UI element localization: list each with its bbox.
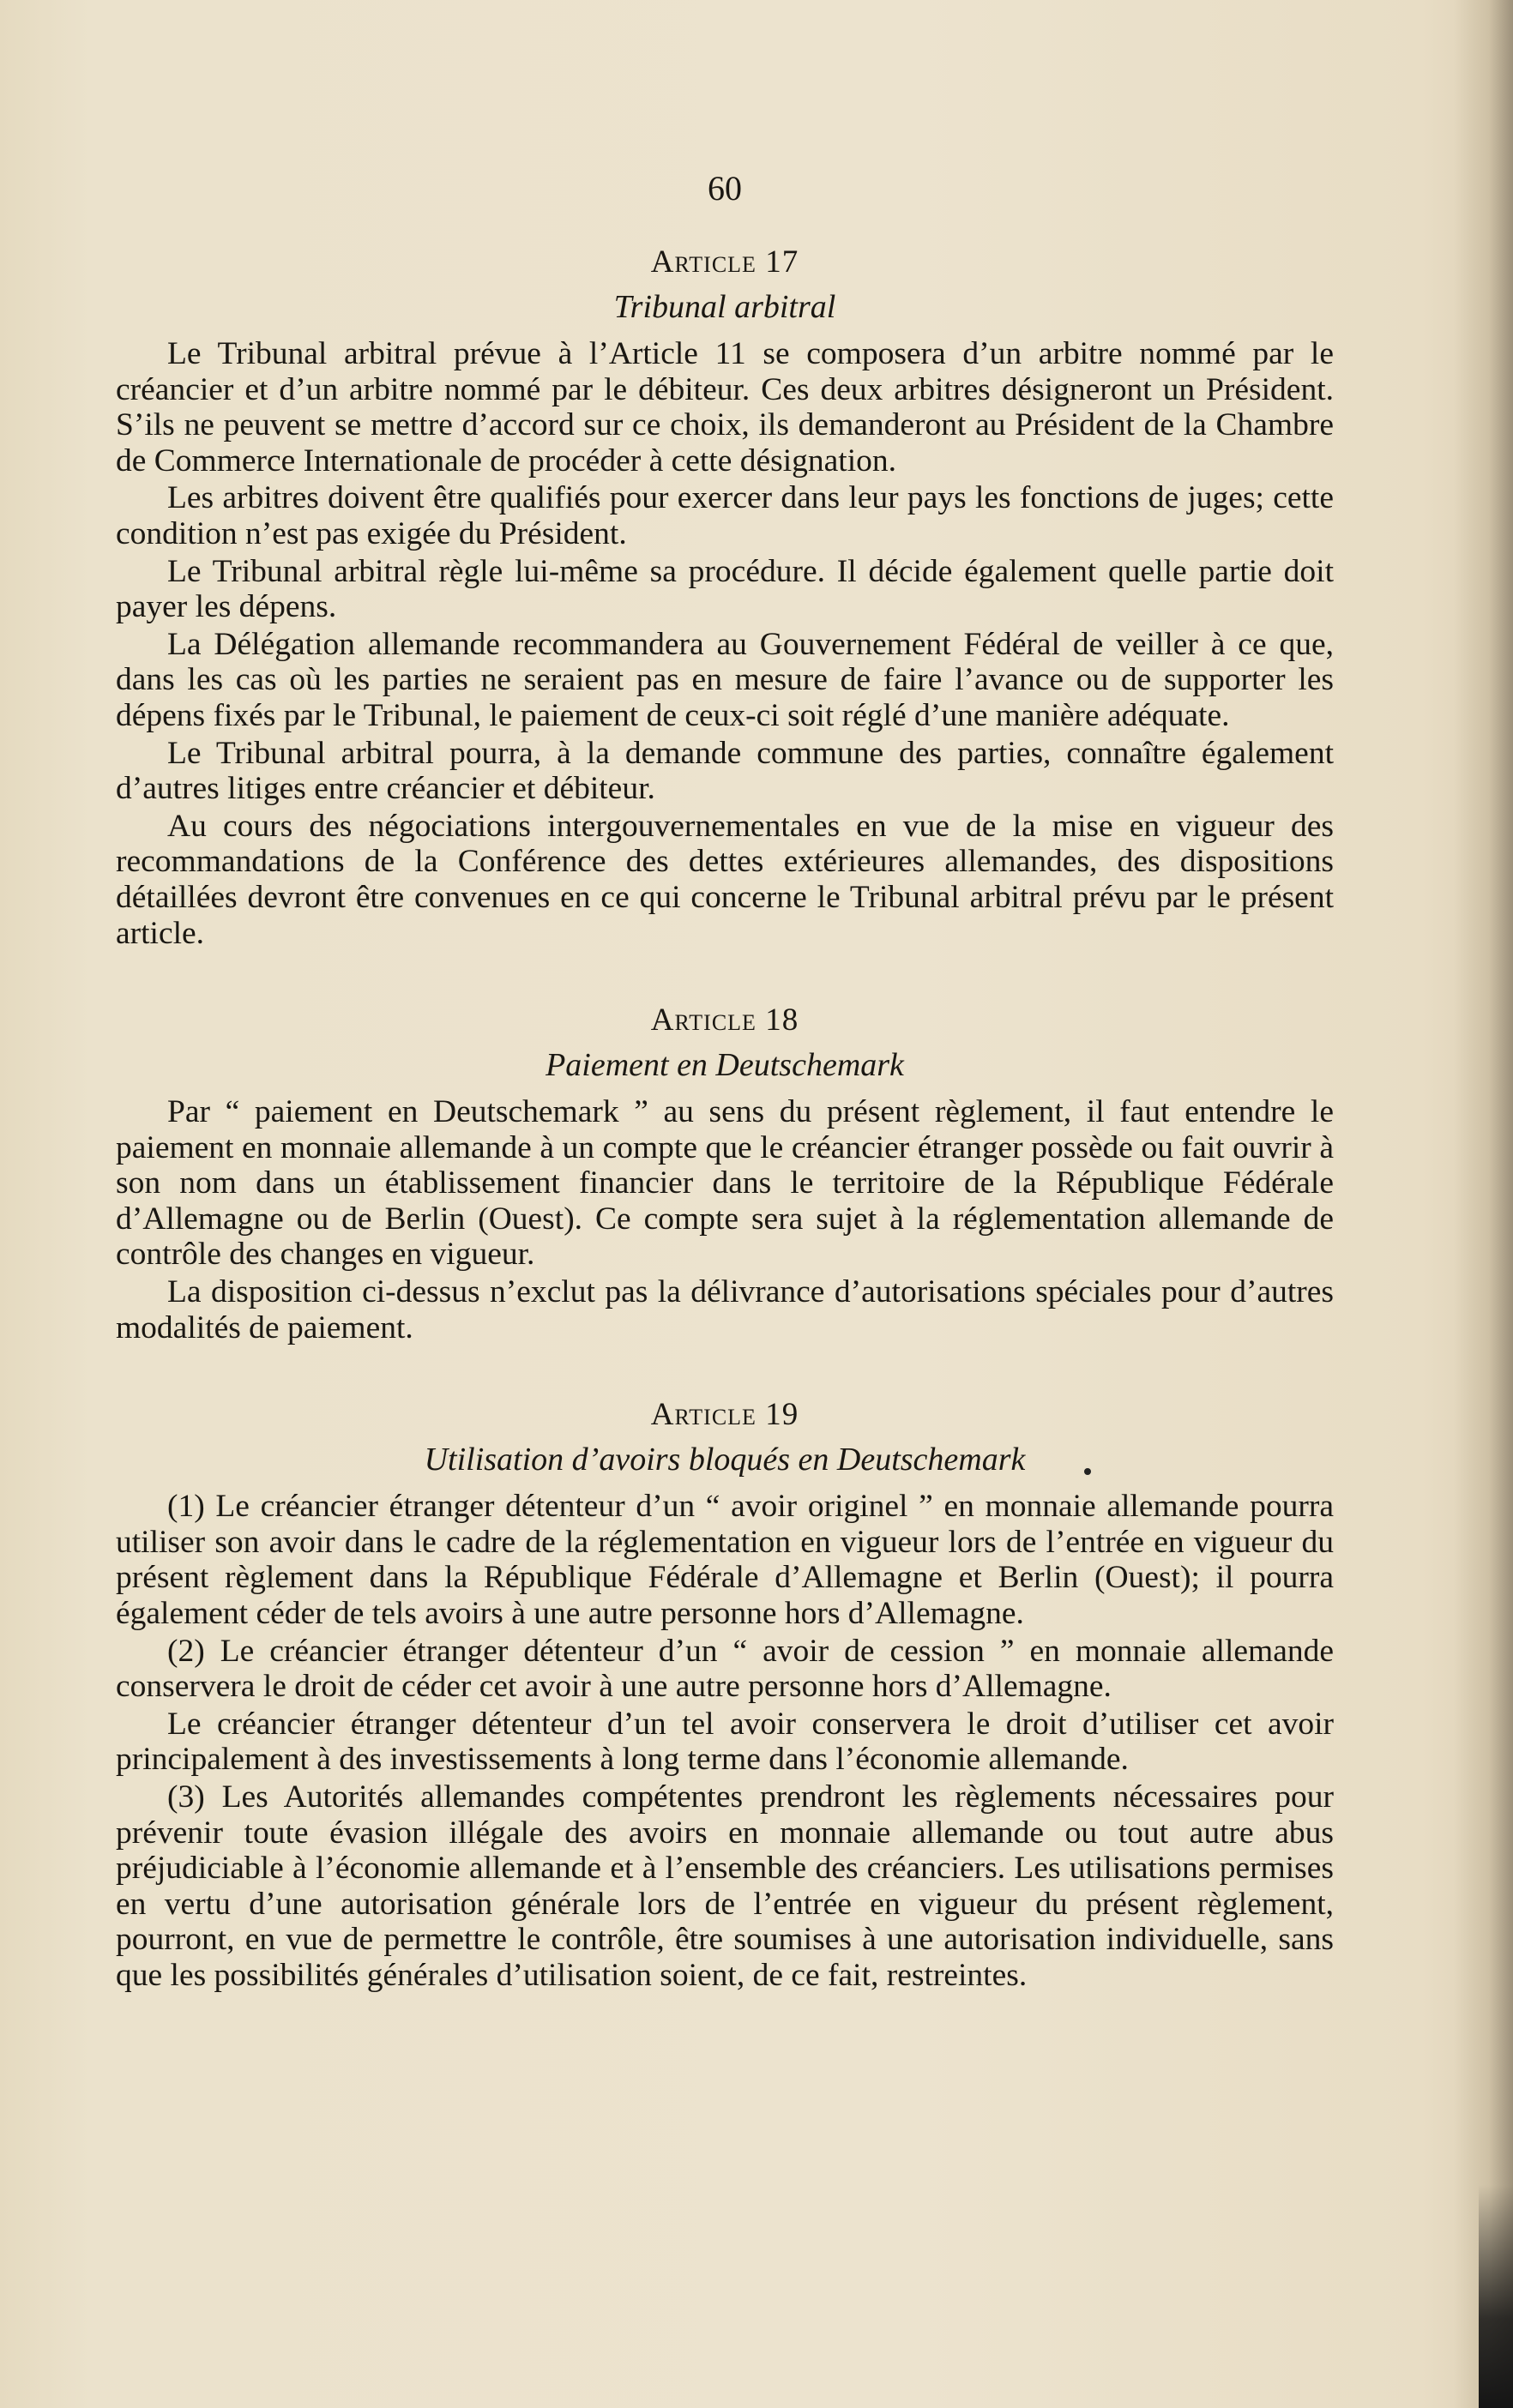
article-paragraph: Le Tribunal arbitral prévue à l’Article 11 se composera d’un arbitre nommé par le créancier et d’un arbitre nommé par le débiteur. Ces deux arbitres désigneront un Président. S’ils ne peuvent se mettre d’accord sur ce choix, ils demanderont au Président de la Chambre de Commerce Internationale de procéder à cette désignation. bbox=[116, 336, 1334, 479]
page-corner-shadow bbox=[1479, 2185, 1513, 2408]
article-paragraph: (1) Le créancier étranger détenteur d’un “ avoir originel ” en monnaie allemande pourra utiliser son avoir dans le cadre de la réglementation en vigueur lors de l’entrée en vigueur du présent règlement dans la République Fédérale d’Allemagne et Berlin (Ouest); il pourra également céder de tels avoirs à une autre personne hors d’Allemagne. bbox=[116, 1489, 1334, 1632]
stray-dot-mark bbox=[1084, 1468, 1091, 1475]
article-17-section bbox=[116, 240, 1334, 951]
page-number: 60 bbox=[708, 169, 742, 208]
article-paragraph: Les arbitres doivent être qualifiés pour exercer dans leur pays les fonctions de juges; cette condition n’est pas exigée du Président. bbox=[116, 480, 1334, 551]
article-subtitle: Paiement en Deutschemark bbox=[546, 1047, 904, 1084]
article-paragraph: Au cours des négociations intergouvernementales en vue de la mise en vigueur des recommandations de la Conférence des dettes extérieures allemandes, des dispositions détaillées devront être convenues en ce qui concerne le Tribunal arbitral prévu par le présent article. bbox=[116, 808, 1334, 951]
article-19-section bbox=[116, 1393, 1334, 1993]
article-subtitle: Utilisation d’avoirs bloqués en Deutschemark bbox=[424, 1442, 1026, 1478]
article-paragraph: Le Tribunal arbitral règle lui-même sa procédure. Il décide également quelle partie doit payer les dépens. bbox=[116, 553, 1334, 625]
article-18-section bbox=[116, 998, 1334, 1345]
page-spine-shadow bbox=[1453, 0, 1513, 2408]
article-paragraph: La disposition ci-dessus n’exclut pas la délivrance d’autorisations spéciales pour d’autres modalités de paiement. bbox=[116, 1274, 1334, 1345]
article-heading: Article 18 bbox=[650, 1002, 799, 1038]
article-paragraph: Le Tribunal arbitral pourra, à la demande commune des parties, connaître également d’autres litiges entre créancier et débiteur. bbox=[116, 735, 1334, 807]
page-content bbox=[116, 169, 1334, 2041]
article-paragraph: (3) Les Autorités allemandes compétentes prendront les règlements nécessaires pour prévenir toute évasion illégale des avoirs en monnaie allemande ou tout autre abus préjudiciable à l’économie allemande et à l’ensemble des créanciers. Les utilisations permises en vertu d’une autorisation générale lors de l’entrée en vigueur du présent règlement, pourront, en vue de permettre le contrôle, être soumises à une autorisation individuelle, sans que les possibilités générales d’utilisation soient, de ce fait, restreintes. bbox=[116, 1779, 1334, 1993]
article-heading: Article 17 bbox=[650, 244, 799, 280]
article-paragraph: (2) Le créancier étranger détenteur d’un “ avoir de cession ” en monnaie allemande conservera le droit de céder cet avoir à une autre personne hors d’Allemagne. bbox=[116, 1633, 1334, 1705]
article-paragraph: Par “ paiement en Deutschemark ” au sens du présent règlement, il faut entendre le paiement en monnaie allemande à un compte que le créancier étranger possède ou fait ouvrir à son nom dans un établissement financier dans le territoire de la République Fédérale d’Allemagne ou de Berlin (Ouest). Ce compte sera sujet à la réglementation allemande de contrôle des changes en vigueur. bbox=[116, 1094, 1334, 1273]
article-subtitle: Tribunal arbitral bbox=[613, 289, 836, 325]
article-paragraph: Le créancier étranger détenteur d’un tel avoir conservera le droit d’utiliser cet avoir principalement à des investissements à long terme dans l’économie allemande. bbox=[116, 1706, 1334, 1778]
article-paragraph: La Délégation allemande recommandera au Gouvernement Fédéral de veiller à ce que, dans les cas où les parties ne seraient pas en mesure de faire l’avance ou de supporter les dépens fixés par le Tribunal, le paiement de ceux-ci soit réglé d’une manière adéquate. bbox=[116, 626, 1334, 733]
article-heading: Article 19 bbox=[650, 1397, 799, 1433]
